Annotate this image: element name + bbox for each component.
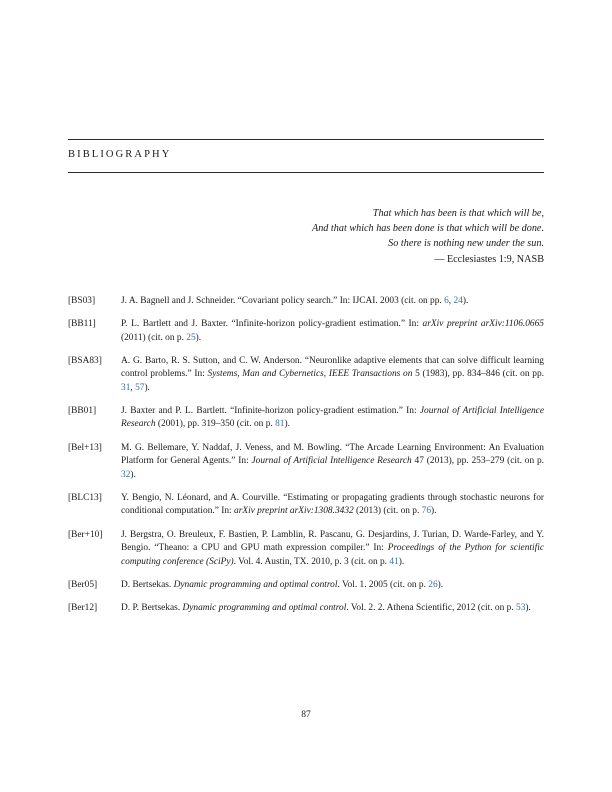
bibliography-entry-segment: J. Baxter and P. L. Bartlett. “Infinite-horizon policy-gradient estimation.” In: — [121, 405, 420, 416]
bibliography-entry-segment: . Vol. 1. 2005 (cit. on p. — [337, 579, 429, 590]
citation-page-link[interactable]: 76 — [421, 506, 432, 517]
epigraph-line-1: That which has been is that which will be, — [372, 208, 544, 219]
bibliography-entry-segment: ). — [462, 295, 469, 306]
bibliography-entry — [68, 442, 544, 483]
bibliography-entry-segment: ). — [144, 382, 150, 393]
bibliography-entry-key: [BB11] — [68, 318, 96, 329]
bibliography-entry — [68, 318, 544, 345]
epigraph-line-2: And that which has been done is that which will be done. — [311, 223, 544, 235]
page-number: 87 — [301, 709, 311, 720]
header-rule-top — [68, 139, 544, 140]
bibliography-entry-segment: Y. Bengio, N. Léonard, and A. Courville. “Estimating or propagating gradients through stochastic neurons for conditional computation.” In: — [121, 492, 544, 517]
citation-page-link[interactable]: 81 — [275, 419, 285, 430]
bibliography-entry-segment: ). — [525, 602, 531, 613]
bibliography-entry-text — [121, 602, 544, 616]
bibliography-entry-title: Journal of Artificial Intelligence Research — [121, 405, 545, 430]
page-content — [68, 0, 544, 625]
bibliography-entry-title: Dynamic programming and optimal control — [173, 579, 338, 590]
epigraph-source: — Ecclesiastes 1:9, NASB — [434, 253, 544, 265]
bibliography-entry-segment: ). — [437, 579, 444, 590]
bibliography-entry-text — [121, 355, 544, 396]
bibliography-entry — [68, 529, 544, 570]
bibliography-entry-key: [BLC13] — [68, 492, 102, 503]
bibliography-entry — [68, 355, 544, 396]
bibliography-entry-segment: ). — [398, 556, 405, 567]
bibliography-entry-text — [121, 529, 544, 570]
citation-page-link[interactable]: 53 — [516, 602, 526, 613]
citation-page-link[interactable]: 32 — [121, 469, 131, 480]
bibliography-entry-segment: D. P. Bertsekas. — [121, 602, 183, 613]
page-title: BIBLIOGRAPHY — [68, 149, 172, 160]
bibliography-entry-title: arXiv preprint arXiv:1308.3432 — [234, 506, 354, 517]
citation-page-link[interactable]: 31 — [121, 382, 131, 393]
bibliography-entry — [68, 579, 544, 593]
bibliography-entry-segment: ). — [195, 332, 202, 343]
bibliography-entry-text — [121, 318, 544, 345]
bibliography-entry-segment: . Vol. 2. 2. Athena Scientific, 2012 (cit. on p. — [346, 602, 517, 613]
bibliography-entry-segment: ). — [284, 419, 290, 430]
bibliography-entry-title: arXiv preprint arXiv:1106.0665 — [422, 318, 544, 329]
bibliography-entry-key: [Ber+10] — [68, 529, 103, 540]
bibliography-entry-key: [BS03] — [68, 295, 96, 306]
bibliography-entry-segment: (2013) (cit. on p. — [353, 506, 422, 517]
bibliography-entry-segment: P. L. Bartlett and J. Baxter. “Infinite-horizon policy-gradient estimation.” In: — [121, 318, 423, 329]
bibliography-entry-title: Dynamic programming and optimal control — [182, 602, 347, 613]
bibliography-entry-text — [121, 492, 544, 519]
bibliography-entry-segment: 47 (2013), pp. 253–279 (cit. on p. — [411, 456, 544, 467]
epigraph — [68, 206, 544, 267]
bibliography-entry-text — [121, 442, 544, 483]
bibliography-entry — [68, 492, 544, 519]
bibliography-entry-segment: ). — [130, 469, 136, 480]
bibliography-entry-title: Systems, Man and Cybernetics, IEEE Transactions on — [207, 369, 413, 380]
bibliography-entry-text — [121, 579, 544, 593]
bibliography-entry-segment: ). — [431, 506, 437, 517]
bibliography-entry-segment: D. Bertsekas. — [121, 579, 174, 590]
citation-page-link[interactable]: 25 — [186, 332, 196, 343]
epigraph-line-3: So there is nothing new under the sun. — [388, 238, 544, 250]
bibliography-entry-key: [Bel+13] — [68, 442, 102, 453]
bibliography-entry — [68, 602, 544, 616]
bibliography-entry — [68, 405, 544, 432]
bibliography-entry-text — [121, 405, 544, 432]
bibliography-entry-segment: J. A. Bagnell and J. Schneider. “Covariant policy search.” In: IJCAI. 2003 (cit. on pp. — [121, 295, 445, 306]
bibliography-entry-segment: (2011) (cit. on p. — [121, 332, 187, 343]
citation-page-link[interactable]: 26 — [428, 579, 438, 590]
bibliography-entry-segment: , — [130, 382, 136, 393]
bibliography-entry-segment: 5 (1983), pp. 834–846 (cit. on pp. — [412, 369, 544, 380]
citation-page-link[interactable]: 24 — [453, 295, 463, 306]
bibliography-entry-key: [BB01] — [68, 405, 97, 416]
bibliography-entry-text — [121, 295, 544, 309]
bibliography-entry-segment: . Vol. 4. Austin, TX. 2010, p. 3 (cit. on p. — [233, 556, 390, 567]
bibliography-entry-key: [Ber05] — [68, 579, 98, 590]
bibliography-entry-title: Proceedings of the Python for scientific computing conference (SciPy) — [121, 543, 544, 567]
bibliography-entry — [68, 295, 544, 309]
citation-page-link[interactable]: 6 — [444, 295, 449, 306]
bibliography-entry-key: [BSA83] — [68, 355, 102, 366]
bibliography-entry-title: Journal of Artificial Intelligence Research — [251, 456, 412, 467]
bibliography-entry-key: [Ber12] — [68, 602, 98, 613]
header-rule-bottom — [68, 172, 544, 173]
citation-page-link[interactable]: 57 — [135, 382, 145, 393]
bibliography-entry-segment: J. Bergstra, O. Breuleux, F. Bastien, P. Lamblin, R. Pascanu, G. Desjardins, J. Turian, D. Warde-Farley, and Y. Bengio. “Theano: a CPU and GPU math expression compiler.” In: — [121, 529, 544, 554]
bibliography-list — [68, 295, 544, 616]
bibliography-entry-segment: , — [448, 295, 454, 306]
bibliography-entry-segment: M. G. Bellemare, Y. Naddaf, J. Veness, and M. Bowling. “The Arcade Learning Environment: An Evaluation Platform for General Agents.” In: — [121, 442, 544, 467]
citation-page-link[interactable]: 41 — [389, 556, 399, 567]
bibliography-entry-segment: A. G. Barto, R. S. Sutton, and C. W. Anderson. “Neuronlike adaptive elements that can solve difficult learning control problems.” In: — [121, 355, 544, 380]
bibliography-entry-segment: (2001), pp. 319–350 (cit. on p. — [155, 419, 276, 430]
